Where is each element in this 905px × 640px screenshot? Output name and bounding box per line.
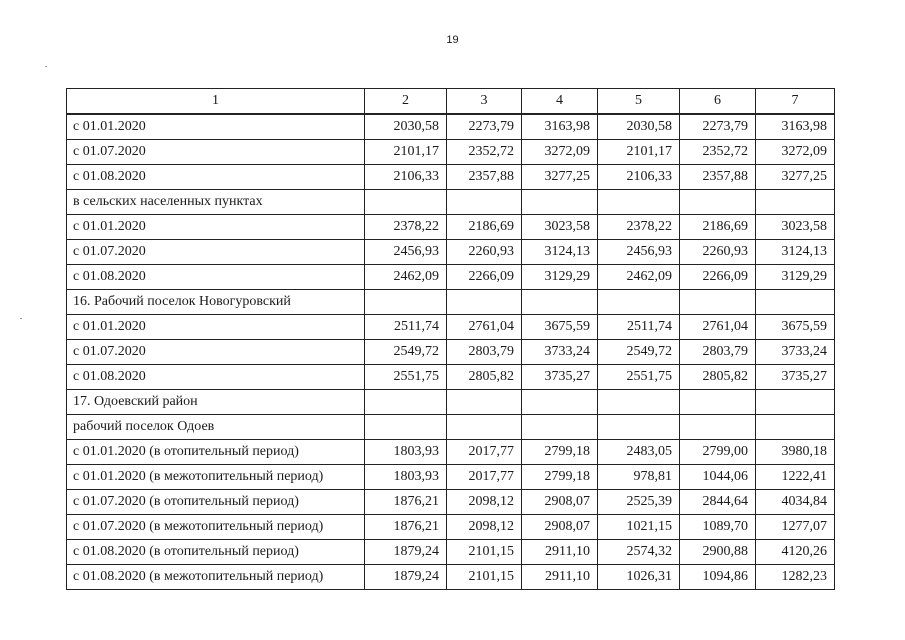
row-label-cell: с 01.07.2020 bbox=[67, 140, 365, 165]
tariff-value-cell: 3675,59 bbox=[756, 315, 835, 340]
table-row bbox=[67, 490, 835, 515]
tariff-value-cell: 1021,15 bbox=[598, 515, 680, 540]
tariff-value-cell: 3277,25 bbox=[756, 165, 835, 190]
column-number-cell: 1 bbox=[67, 89, 365, 115]
row-label-cell: с 01.01.2020 bbox=[67, 215, 365, 240]
row-label-cell: с 01.08.2020 (в отопительный период) bbox=[67, 540, 365, 565]
tariff-value-cell: 1089,70 bbox=[680, 515, 756, 540]
table-row bbox=[67, 515, 835, 540]
row-label-cell: с 01.01.2020 bbox=[67, 315, 365, 340]
row-label-cell: с 01.08.2020 bbox=[67, 365, 365, 390]
tariff-value-cell: 2761,04 bbox=[680, 315, 756, 340]
tariff-value-cell: 2101,15 bbox=[447, 540, 522, 565]
tariff-value-cell: 3023,58 bbox=[522, 215, 598, 240]
column-number-cell: 4 bbox=[522, 89, 598, 115]
tariff-value-cell bbox=[680, 415, 756, 440]
tariff-value-cell bbox=[447, 190, 522, 215]
table-row bbox=[67, 140, 835, 165]
tariff-value-cell: 3735,27 bbox=[756, 365, 835, 390]
tariff-value-cell: 1277,07 bbox=[756, 515, 835, 540]
tariff-value-cell: 2017,77 bbox=[447, 440, 522, 465]
row-label-cell: с 01.08.2020 bbox=[67, 265, 365, 290]
table-row bbox=[67, 240, 835, 265]
tariff-value-cell: 2101,17 bbox=[598, 140, 680, 165]
tariff-value-cell: 2511,74 bbox=[598, 315, 680, 340]
tariff-value-cell bbox=[756, 290, 835, 315]
tariff-value-cell: 2186,69 bbox=[680, 215, 756, 240]
table-row bbox=[67, 540, 835, 565]
tariff-value-cell: 2549,72 bbox=[598, 340, 680, 365]
tariff-value-cell: 2462,09 bbox=[598, 265, 680, 290]
column-number-cell: 3 bbox=[447, 89, 522, 115]
scan-speck bbox=[45, 66, 47, 67]
table-row bbox=[67, 315, 835, 340]
tariff-value-cell: 2030,58 bbox=[598, 114, 680, 140]
column-number-cell: 5 bbox=[598, 89, 680, 115]
table-row bbox=[67, 415, 835, 440]
tariff-value-cell bbox=[522, 290, 598, 315]
tariff-value-cell: 2357,88 bbox=[680, 165, 756, 190]
row-label-cell: с 01.01.2020 (в межотопительный период) bbox=[67, 465, 365, 490]
tariff-value-cell: 2900,88 bbox=[680, 540, 756, 565]
tariff-value-cell bbox=[756, 390, 835, 415]
table-row bbox=[67, 290, 835, 315]
table-row bbox=[67, 565, 835, 590]
tariff-value-cell: 3129,29 bbox=[522, 265, 598, 290]
table-row bbox=[67, 190, 835, 215]
tariff-value-cell: 2186,69 bbox=[447, 215, 522, 240]
tariff-value-cell bbox=[447, 415, 522, 440]
tariff-value-cell: 2456,93 bbox=[365, 240, 447, 265]
tariff-value-cell: 3277,25 bbox=[522, 165, 598, 190]
tariff-value-cell: 3733,24 bbox=[522, 340, 598, 365]
tariff-value-cell: 2908,07 bbox=[522, 490, 598, 515]
tariff-value-cell: 2266,09 bbox=[447, 265, 522, 290]
tariff-value-cell: 2098,12 bbox=[447, 490, 522, 515]
tariff-value-cell: 2525,39 bbox=[598, 490, 680, 515]
tariff-value-cell: 1282,23 bbox=[756, 565, 835, 590]
tariff-value-cell: 2017,77 bbox=[447, 465, 522, 490]
tariff-value-cell: 2378,22 bbox=[365, 215, 447, 240]
row-label-cell: с 01.07.2020 (в межотопительный период) bbox=[67, 515, 365, 540]
tariff-value-cell: 4120,26 bbox=[756, 540, 835, 565]
tariff-table-body bbox=[67, 89, 835, 590]
column-number-cell: 6 bbox=[680, 89, 756, 115]
tariff-value-cell: 2574,32 bbox=[598, 540, 680, 565]
table-row bbox=[67, 390, 835, 415]
tariff-value-cell bbox=[598, 415, 680, 440]
tariff-value-cell: 2911,10 bbox=[522, 540, 598, 565]
row-label-cell: с 01.01.2020 (в отопительный период) bbox=[67, 440, 365, 465]
tariff-value-cell: 1876,21 bbox=[365, 515, 447, 540]
tariff-value-cell: 3980,18 bbox=[756, 440, 835, 465]
tariff-value-cell: 1222,41 bbox=[756, 465, 835, 490]
tariff-value-cell bbox=[447, 390, 522, 415]
tariff-value-cell: 2456,93 bbox=[598, 240, 680, 265]
tariff-value-cell: 1879,24 bbox=[365, 565, 447, 590]
tariff-value-cell: 2101,17 bbox=[365, 140, 447, 165]
tariff-table bbox=[66, 88, 835, 590]
tariff-value-cell: 3163,98 bbox=[756, 114, 835, 140]
tariff-value-cell bbox=[680, 190, 756, 215]
tariff-value-cell: 2260,93 bbox=[447, 240, 522, 265]
tariff-value-cell: 2030,58 bbox=[365, 114, 447, 140]
tariff-value-cell: 1044,06 bbox=[680, 465, 756, 490]
table-row bbox=[67, 465, 835, 490]
tariff-value-cell: 2551,75 bbox=[598, 365, 680, 390]
tariff-value-cell bbox=[365, 290, 447, 315]
tariff-value-cell bbox=[522, 190, 598, 215]
tariff-value-cell bbox=[365, 390, 447, 415]
table-row bbox=[67, 365, 835, 390]
table-row bbox=[67, 114, 835, 140]
tariff-value-cell: 2805,82 bbox=[680, 365, 756, 390]
tariff-value-cell bbox=[756, 415, 835, 440]
tariff-value-cell bbox=[756, 190, 835, 215]
row-label-cell: с 01.07.2020 bbox=[67, 340, 365, 365]
tariff-value-cell: 2761,04 bbox=[447, 315, 522, 340]
tariff-value-cell: 1879,24 bbox=[365, 540, 447, 565]
tariff-value-cell: 2352,72 bbox=[447, 140, 522, 165]
tariff-value-cell bbox=[522, 415, 598, 440]
tariff-value-cell bbox=[598, 290, 680, 315]
tariff-value-cell: 2511,74 bbox=[365, 315, 447, 340]
tariff-value-cell bbox=[522, 390, 598, 415]
row-label-cell: с 01.08.2020 (в межотопительный период) bbox=[67, 565, 365, 590]
table-row bbox=[67, 265, 835, 290]
tariff-value-cell: 3272,09 bbox=[522, 140, 598, 165]
row-label-cell: 17. Одоевский район bbox=[67, 390, 365, 415]
table-row bbox=[67, 440, 835, 465]
tariff-value-cell: 3023,58 bbox=[756, 215, 835, 240]
tariff-value-cell bbox=[365, 415, 447, 440]
tariff-value-cell: 2260,93 bbox=[680, 240, 756, 265]
tariff-value-cell: 2273,79 bbox=[447, 114, 522, 140]
tariff-value-cell: 1803,93 bbox=[365, 465, 447, 490]
tariff-value-cell: 2357,88 bbox=[447, 165, 522, 190]
tariff-value-cell: 2378,22 bbox=[598, 215, 680, 240]
tariff-value-cell: 2805,82 bbox=[447, 365, 522, 390]
tariff-value-cell: 2352,72 bbox=[680, 140, 756, 165]
row-label-cell: рабочий поселок Одоев bbox=[67, 415, 365, 440]
tariff-value-cell: 3733,24 bbox=[756, 340, 835, 365]
tariff-value-cell: 2266,09 bbox=[680, 265, 756, 290]
tariff-value-cell: 2483,05 bbox=[598, 440, 680, 465]
tariff-value-cell: 2803,79 bbox=[447, 340, 522, 365]
tariff-value-cell: 1803,93 bbox=[365, 440, 447, 465]
tariff-value-cell: 3163,98 bbox=[522, 114, 598, 140]
tariff-value-cell: 2098,12 bbox=[447, 515, 522, 540]
tariff-value-cell: 3272,09 bbox=[756, 140, 835, 165]
tariff-value-cell: 1876,21 bbox=[365, 490, 447, 515]
tariff-value-cell: 2908,07 bbox=[522, 515, 598, 540]
tariff-value-cell: 2844,64 bbox=[680, 490, 756, 515]
tariff-value-cell: 2911,10 bbox=[522, 565, 598, 590]
column-number-cell: 7 bbox=[756, 89, 835, 115]
tariff-value-cell bbox=[598, 190, 680, 215]
tariff-value-cell: 2462,09 bbox=[365, 265, 447, 290]
tariff-value-cell: 3124,13 bbox=[756, 240, 835, 265]
tariff-value-cell: 3124,13 bbox=[522, 240, 598, 265]
column-number-cell: 2 bbox=[365, 89, 447, 115]
page-number: 19 bbox=[446, 34, 459, 46]
tariff-value-cell: 2799,18 bbox=[522, 440, 598, 465]
tariff-value-cell: 2549,72 bbox=[365, 340, 447, 365]
tariff-value-cell: 2273,79 bbox=[680, 114, 756, 140]
tariff-value-cell: 1026,31 bbox=[598, 565, 680, 590]
tariff-value-cell: 3735,27 bbox=[522, 365, 598, 390]
row-label-cell: с 01.07.2020 bbox=[67, 240, 365, 265]
tariff-value-cell: 2106,33 bbox=[365, 165, 447, 190]
table-row bbox=[67, 165, 835, 190]
tariff-value-cell: 3675,59 bbox=[522, 315, 598, 340]
tariff-value-cell: 1094,86 bbox=[680, 565, 756, 590]
row-label-cell: с 01.01.2020 bbox=[67, 114, 365, 140]
tariff-value-cell bbox=[598, 390, 680, 415]
table-header-row bbox=[67, 89, 835, 115]
tariff-value-cell: 4034,84 bbox=[756, 490, 835, 515]
tariff-value-cell bbox=[447, 290, 522, 315]
row-label-cell: с 01.08.2020 bbox=[67, 165, 365, 190]
tariff-value-cell: 2803,79 bbox=[680, 340, 756, 365]
row-label-cell: в сельских населенных пунктах bbox=[67, 190, 365, 215]
table-row bbox=[67, 215, 835, 240]
tariff-value-cell bbox=[680, 390, 756, 415]
tariff-value-cell bbox=[680, 290, 756, 315]
table-row bbox=[67, 340, 835, 365]
tariff-value-cell: 2106,33 bbox=[598, 165, 680, 190]
tariff-value-cell: 2101,15 bbox=[447, 565, 522, 590]
scan-speck bbox=[20, 318, 22, 319]
row-label-cell: 16. Рабочий поселок Новогуровский bbox=[67, 290, 365, 315]
tariff-value-cell: 2551,75 bbox=[365, 365, 447, 390]
tariff-value-cell bbox=[365, 190, 447, 215]
tariff-value-cell: 978,81 bbox=[598, 465, 680, 490]
tariff-value-cell: 3129,29 bbox=[756, 265, 835, 290]
tariff-value-cell: 2799,00 bbox=[680, 440, 756, 465]
tariff-value-cell: 2799,18 bbox=[522, 465, 598, 490]
row-label-cell: с 01.07.2020 (в отопительный период) bbox=[67, 490, 365, 515]
